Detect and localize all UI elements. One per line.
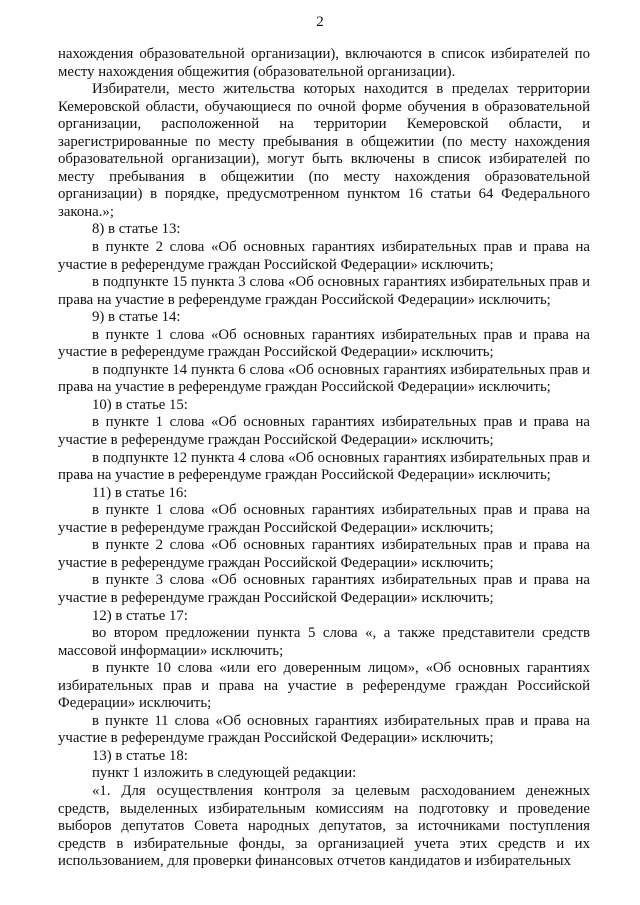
paragraph: в пункте 10 слова «или его доверенным лицом», «Об основных гарантиях избирательных прав и права на участие в референдуме граждан Российской Федерации» исключить; [58,660,590,712]
paragraph: в пункте 11 слова «Об основных гарантиях избирательных прав и права на участие в референдуме граждан Российской Федерации» исключить; [58,712,590,747]
paragraph: 8) в статье 13: [92,221,181,238]
paragraph: 13) в статье 18: [92,747,188,764]
paragraph: 10) в статье 15: [92,396,188,413]
paragraph: «1. Для осуществления контроля за целевым расходованием денежных средств, выделенных избирательным комиссиям на подготовку и проведение выборов депутатов Совета народных депутатов, за источниками поступления средств в избирательные фонды, за организацией учета этих средств и их использованием, для проверки финансовых отчетов кандидатов и избирательных [58,782,590,870]
page-number: 2 [316,14,324,30]
paragraph: в подпункте 14 пункта 6 слова «Об основных гарантиях избирательных прав и права на участие в референдуме граждан Российской Федерации» исключить; [58,361,590,396]
paragraph: в пункте 1 слова «Об основных гарантиях избирательных прав и права на участие в референдуме граждан Российской Федерации» исключить; [58,414,590,449]
paragraph: Избиратели, место жительства которых находится в пределах территории Кемеровской области, обучающиеся по очной форме обучения в образовательной организации, расположенной на территории Кемеровской области, и зарегистрированные по месту пребывания в общежитии (по месту нахождения образовательной организации), могут быть включены в список избирателей по месту пребывания в общежитии (по месту нахождения образовательной организации) в порядке, предусмотренном пунктом 16 статьи 64 Федерального закона.»; [58,81,590,220]
paragraph: нахождения образовательной организации), включаются в список избирателей по месту нахождения общежития (образовательной организации). [58,46,590,80]
paragraph: пункт 1 изложить в следующей редакции: [92,765,357,782]
paragraph: 11) в статье 16: [92,484,188,501]
paragraph: в пункте 1 слова «Об основных гарантиях избирательных прав и права на участие в референдуме граждан Российской Федерации» исключить; [58,502,590,536]
paragraph: 12) в статье 17: [92,607,188,624]
paragraph: в пункте 1 слова «Об основных гарантиях избирательных прав и права на участие в референдуме граждан Российской Федерации» исключить; [58,326,590,361]
paragraph: в пункте 3 слова «Об основных гарантиях избирательных прав и права на участие в референдуме граждан Российской Федерации» исключить; [58,572,590,606]
paragraph: 9) в статье 14: [92,309,181,326]
document-body [58,46,590,871]
paragraph: во втором предложении пункта 5 слова «, а также представители средств массовой информации» исключить; [58,625,590,659]
paragraph: в подпункте 12 пункта 4 слова «Об основных гарантиях избирательных прав и права на участие в референдуме граждан Российской Федерации» исключить; [58,449,590,484]
paragraph: в подпункте 15 пункта 3 слова «Об основных гарантиях избирательных прав и права на участие в референдуме граждан Российской Федерации» исключить; [58,274,590,308]
paragraph: в пункте 2 слова «Об основных гарантиях избирательных прав и права на участие в референдуме граждан Российской Федерации» исключить; [58,239,590,273]
paragraph: в пункте 2 слова «Об основных гарантиях избирательных прав и права на участие в референдуме граждан Российской Федерации» исключить; [58,537,590,571]
